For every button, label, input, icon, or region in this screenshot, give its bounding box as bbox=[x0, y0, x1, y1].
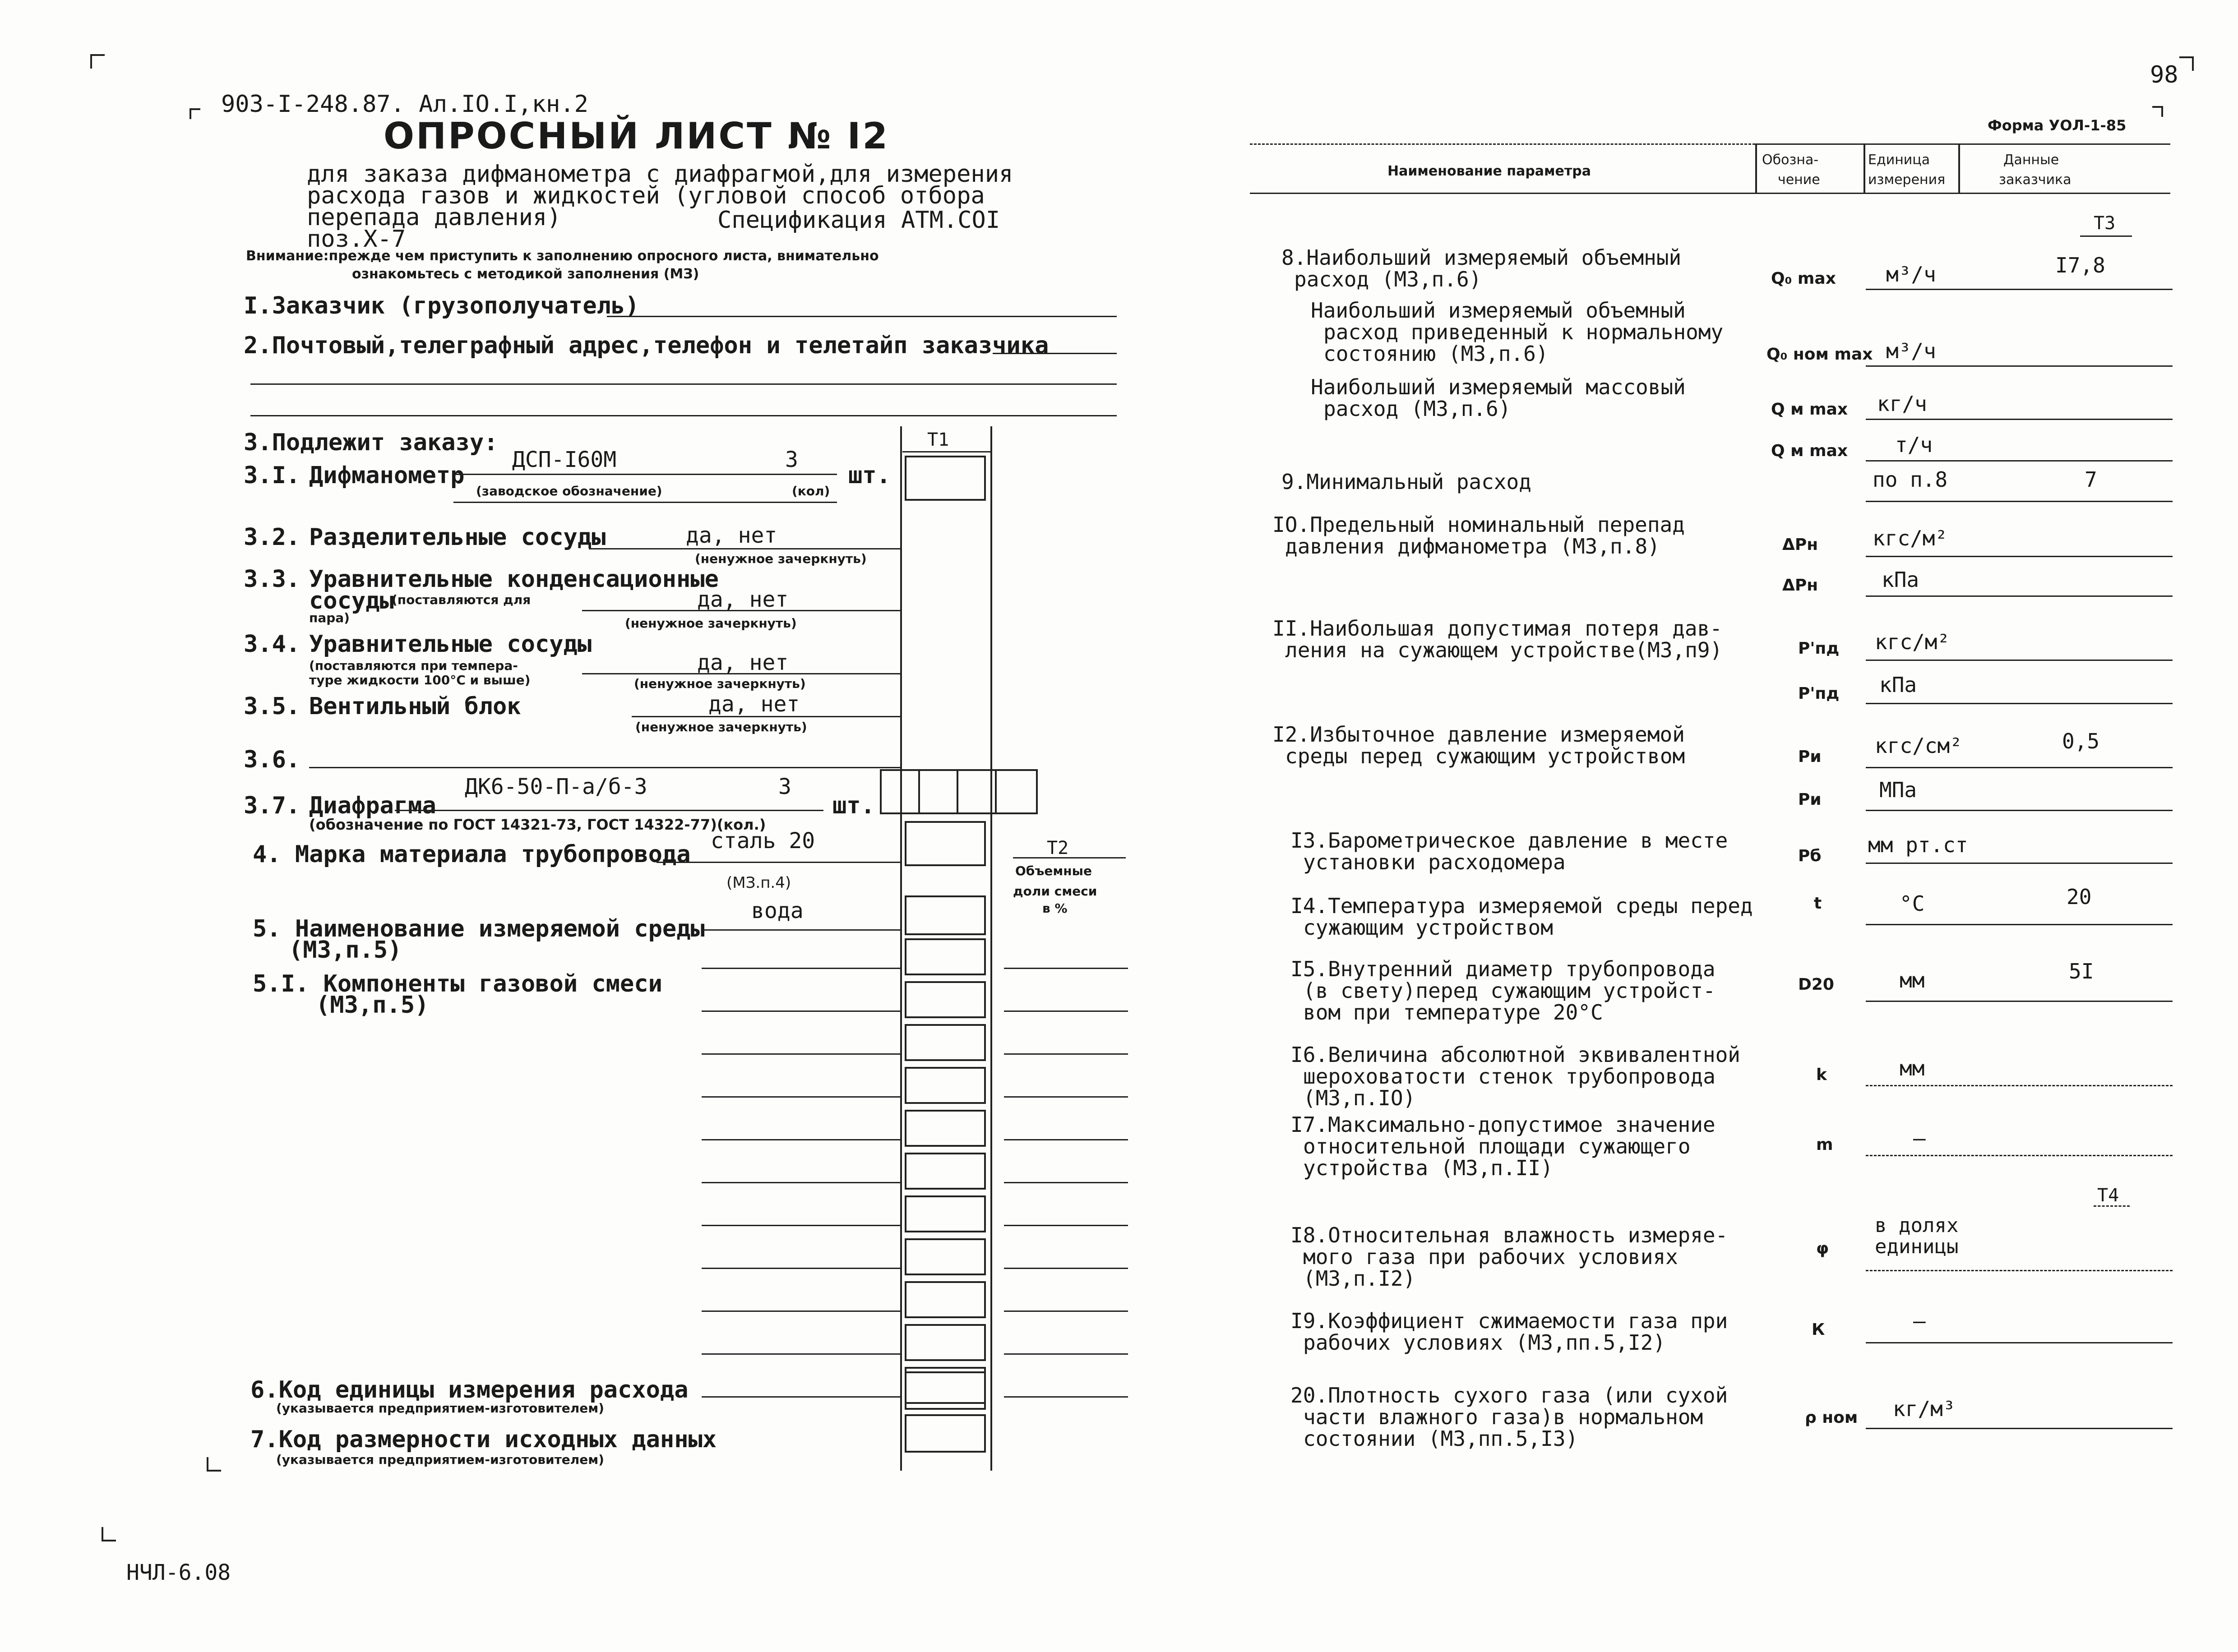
component-share-field[interactable] bbox=[1004, 1268, 1128, 1269]
value-r15_val[interactable]: 5I bbox=[2069, 959, 2094, 983]
item-7-note: (указывается предприятием-изготовителем) bbox=[276, 1452, 604, 1467]
unit-r10b_unit: кПа bbox=[1882, 568, 1919, 592]
param-r20-label: состоянии (МЗ,пп.5,I3) bbox=[1303, 1426, 1578, 1451]
item-3-2-number: 3.2. bbox=[244, 524, 301, 551]
component-share-field[interactable] bbox=[1004, 1311, 1128, 1312]
item-3-1-value[interactable]: ДСП-I60М bbox=[512, 447, 617, 472]
form-code: Форма УОЛ-1-85 bbox=[1988, 117, 2127, 134]
param-r12-label: I2.Избыточное давление измеряемой bbox=[1272, 722, 1685, 747]
item-6-note: (указывается предприятием-изготовителем) bbox=[276, 1401, 604, 1416]
item-3-4-field bbox=[582, 673, 900, 674]
crop-mark-top-right bbox=[2179, 56, 2194, 71]
col-header-symbol-2: чение bbox=[1778, 172, 1820, 188]
item-3-2-value[interactable]: да, нет bbox=[686, 523, 777, 548]
unit-r18-line-2: единицы bbox=[1875, 1235, 1959, 1258]
col-header-parameter: Наименование параметра bbox=[1387, 163, 1591, 179]
component-share-field[interactable] bbox=[1004, 1139, 1128, 1140]
param-r8-label: 8.Наибольший измеряемый объемный bbox=[1281, 245, 1682, 270]
param-r8c-label: расход (МЗ,п.6) bbox=[1323, 397, 1511, 421]
symbol-r20_sym: ρ ном bbox=[1805, 1408, 1858, 1427]
param-r19-label: I9.Коэффициент сжимаемости газа при bbox=[1290, 1309, 1728, 1333]
unit-r11_unit: кгс/м² bbox=[1875, 630, 1950, 654]
item-3-7-number: 3.7. bbox=[244, 792, 301, 819]
item-5-field bbox=[702, 929, 900, 931]
t2-note-line-3: в % bbox=[1042, 901, 1068, 916]
component-name-field[interactable] bbox=[702, 1011, 900, 1012]
component-code-box[interactable] bbox=[905, 1238, 986, 1275]
subtitle-line-2: расхода газов и жидкостей (угловой способ отбора bbox=[307, 182, 985, 209]
item-3-1-code-box[interactable] bbox=[905, 456, 986, 501]
symbol-r10_sym: ΔPн bbox=[1782, 535, 1818, 554]
component-code-box[interactable] bbox=[905, 1067, 986, 1104]
parameter-value-field[interactable] bbox=[1866, 1428, 2173, 1429]
crop-mark-top-left bbox=[90, 54, 105, 69]
component-share-field[interactable] bbox=[1004, 1096, 1128, 1098]
table-top-rule bbox=[1755, 143, 2170, 145]
symbol-r16_sym: k bbox=[1816, 1066, 1827, 1084]
address-label: 2.Почтовый,телеграфный адрес,телефон и телетайп заказчика bbox=[244, 332, 1049, 359]
t2-note-line-2: доли смеси bbox=[1013, 884, 1097, 899]
page-title: ОПРОСНЫЙ ЛИСТ № I2 bbox=[384, 115, 890, 157]
item-3-7-code-divider bbox=[918, 769, 920, 814]
specification: Спецификация АТМ.СОI bbox=[717, 207, 1000, 234]
unit-r12_unit: кгс/см² bbox=[1875, 734, 1962, 758]
param-r15-label: вом при температуре 20°С bbox=[1303, 1000, 1603, 1024]
param-r13-label: I3.Барометрическое давление в месте bbox=[1290, 828, 1728, 853]
symbol-r8d_sym: Q м max bbox=[1771, 442, 1848, 460]
parameter-value-field[interactable] bbox=[1866, 365, 2173, 367]
param-r10-label: давления дифманометра (МЗ,п.8) bbox=[1285, 534, 1660, 558]
component-share-field[interactable] bbox=[1004, 1053, 1128, 1055]
symbol-r18_sym: φ bbox=[1816, 1239, 1829, 1258]
col-header-symbol-1: Обозна- bbox=[1762, 152, 1819, 168]
parameter-value-field[interactable] bbox=[1866, 1270, 2173, 1271]
param-r13-label: установки расходомера bbox=[1303, 850, 1566, 874]
param-r19-label: рабочих условиях (МЗ,пп.5,I2) bbox=[1303, 1330, 1666, 1355]
unit-r8b_unit: м³/ч bbox=[1886, 339, 1936, 363]
item-3-3-note: (ненужное зачеркнуть) bbox=[625, 616, 797, 631]
col-header-data-2: заказчика bbox=[1999, 172, 2072, 188]
item-3-4-label: Уравнительные сосуды bbox=[309, 631, 592, 658]
component-name-field[interactable] bbox=[702, 968, 900, 969]
address-field[interactable] bbox=[993, 353, 1117, 354]
param-r16-label: I6.Величина абсолютной эквивалентной bbox=[1290, 1043, 1740, 1067]
param-r8b-label: Наибольший измеряемый объемный bbox=[1311, 298, 1686, 323]
item-5-ref: (МЗ,п.5) bbox=[289, 937, 402, 964]
symbol-r8b_sym: Q₀ ном max bbox=[1766, 345, 1873, 364]
t1-rule bbox=[902, 451, 990, 452]
param-r18-label: (МЗ,п.I2) bbox=[1303, 1266, 1416, 1291]
parameter-value-field[interactable] bbox=[1866, 419, 2173, 420]
symbol-r10b_sym: ΔPн bbox=[1782, 576, 1818, 595]
address-field-line[interactable] bbox=[250, 415, 1117, 416]
component-code-box[interactable] bbox=[905, 1195, 986, 1232]
param-r18-label: мого газа при рабочих условиях bbox=[1303, 1245, 1678, 1269]
unit-r10_unit: кгс/м² bbox=[1873, 526, 1948, 550]
table-header-rule bbox=[1250, 193, 2170, 194]
unit-r17_unit: – bbox=[1913, 1126, 1926, 1150]
component-name-field[interactable] bbox=[702, 1225, 900, 1226]
item-3-4-small: (поставляются при темпера- bbox=[309, 658, 518, 673]
item-3-4-small-2: туре жидкости 100°С и выше) bbox=[309, 673, 531, 688]
item-3-3-field bbox=[582, 610, 900, 611]
item-3-2-note: (ненужное зачеркнуть) bbox=[695, 551, 867, 566]
t4-rule bbox=[2094, 1205, 2130, 1207]
symbol-r14_sym: t bbox=[1814, 894, 1822, 913]
item-3-5-note: (ненужное зачеркнуть) bbox=[635, 720, 807, 734]
crop-mark bbox=[190, 108, 200, 119]
item-6-code-box[interactable] bbox=[905, 1371, 986, 1410]
item-7-code-box[interactable] bbox=[905, 1414, 986, 1453]
item-3-7-field bbox=[395, 810, 823, 811]
param-r16-label: (МЗ,п.IO) bbox=[1303, 1086, 1416, 1110]
unit-r8d_unit: т/ч bbox=[1895, 433, 1933, 457]
item-3-3-small: (поставляются для bbox=[392, 592, 531, 607]
t3-label: Т3 bbox=[2094, 213, 2116, 234]
item-4-ref: (МЗ.п.4) bbox=[726, 874, 791, 892]
item-3-7-code-box[interactable] bbox=[880, 769, 1038, 814]
item-3-7-value[interactable]: ДК6-50-П-а/б-3 bbox=[465, 774, 647, 799]
parameter-value-field[interactable] bbox=[1866, 767, 2173, 768]
table-top-rule bbox=[1250, 143, 1755, 145]
param-r20-label: 20.Плотность сухого газа (или сухой bbox=[1290, 1383, 1728, 1407]
column-divider bbox=[900, 426, 902, 1471]
item-4-field bbox=[657, 862, 900, 863]
component-code-box[interactable] bbox=[905, 1153, 986, 1190]
item-3-7-note: (обозначение по ГОСТ 14321-73, ГОСТ 14322-77)(кол.) bbox=[309, 816, 766, 833]
param-r10-label: IO.Предельный номинальный перепад bbox=[1272, 512, 1685, 537]
param-r17-label: устройства (МЗ,п.II) bbox=[1303, 1156, 1553, 1180]
item-3-6-field[interactable] bbox=[309, 767, 900, 768]
item-6-label: 6.Код единицы измерения расхода bbox=[250, 1376, 689, 1403]
item-3-4-value[interactable]: да, нет bbox=[697, 650, 789, 675]
symbol-r19_sym: К bbox=[1812, 1320, 1825, 1339]
component-name-field[interactable] bbox=[702, 1139, 900, 1140]
param-r8b-label: расход приведенный к нормальному bbox=[1323, 320, 1724, 344]
t2-rule bbox=[1013, 857, 1126, 858]
component-share-field[interactable] bbox=[1004, 1182, 1128, 1183]
order-heading: 3.Подлежит заказу: bbox=[244, 429, 498, 456]
item-3-6-number: 3.6. bbox=[244, 746, 301, 773]
param-r8-label: расход (МЗ,п.6) bbox=[1294, 267, 1482, 291]
component-code-box[interactable] bbox=[905, 1024, 986, 1061]
parameter-value-field[interactable] bbox=[1866, 501, 2173, 502]
value-r14_val[interactable]: 20 bbox=[2067, 885, 2092, 909]
col-header-data-1: Данные bbox=[2003, 152, 2059, 168]
component-code-box[interactable] bbox=[905, 1281, 986, 1318]
item-3-5-label: Вентильный блок bbox=[309, 693, 521, 720]
param-r12-label: среды перед сужающим устройством bbox=[1285, 744, 1685, 768]
item-3-1-field bbox=[453, 474, 837, 475]
item-3-5-field bbox=[632, 716, 900, 717]
item-3-1-qty-note: (кол) bbox=[792, 484, 830, 498]
component-name-field[interactable] bbox=[702, 1096, 900, 1098]
notice-line-2: ознакомьтесь с методикой заполнения (МЗ) bbox=[352, 266, 699, 282]
customer-label: I.Заказчик (грузополучатель) bbox=[244, 292, 639, 319]
item-4-label: 4. Марка материала трубопровода bbox=[253, 841, 691, 868]
item-3-3-label: Уравнительные конденсационные bbox=[309, 566, 719, 593]
crop-mark-bottom-left bbox=[102, 1527, 116, 1541]
param-r9-label: 9.Минимальный расход bbox=[1281, 470, 1531, 494]
crop-mark bbox=[207, 1457, 221, 1472]
item-4-value[interactable]: сталь 20 bbox=[711, 828, 815, 854]
item-3-7-unit: шт. bbox=[832, 792, 875, 819]
unit-r8c_unit: кг/ч bbox=[1877, 392, 1927, 416]
subtitle-line-3: перепада давления) bbox=[307, 204, 561, 231]
item-3-1-note: (заводское обозначение) bbox=[476, 484, 662, 498]
item-4-code-box[interactable] bbox=[905, 821, 986, 866]
table-header-divider bbox=[1863, 143, 1865, 194]
item-3-5-value[interactable]: да, нет bbox=[708, 692, 800, 717]
address-field-line[interactable] bbox=[250, 383, 1117, 385]
param-r17-label: относительной площади сужающего bbox=[1303, 1134, 1691, 1158]
component-name-field[interactable] bbox=[702, 1268, 900, 1269]
unit-r8_unit: м³/ч bbox=[1886, 262, 1936, 286]
param-r15-label: I5.Внутренний диаметр трубопровода bbox=[1290, 957, 1715, 981]
unit-r11b_unit: кПа bbox=[1879, 673, 1917, 697]
subtitle-line-1: для заказа дифманометра с диафрагмой,для измерения bbox=[307, 161, 1013, 188]
crop-mark bbox=[2152, 106, 2163, 117]
symbol-r8_sym: Q₀ max bbox=[1771, 269, 1836, 288]
item-3-1-unit: шт. bbox=[848, 462, 891, 489]
unit-r18-line-1: в долях bbox=[1875, 1214, 1959, 1237]
unit-r13_unit: мм рт.ст bbox=[1868, 833, 1968, 857]
component-name-field[interactable] bbox=[702, 1311, 900, 1312]
param-r15-label: (в свету)перед сужающим устройст- bbox=[1303, 978, 1715, 1003]
t4-label: Т4 bbox=[2097, 1185, 2119, 1206]
unit-r19_unit: – bbox=[1913, 1309, 1926, 1333]
component-share-field[interactable] bbox=[1004, 1353, 1128, 1355]
component-code-box[interactable] bbox=[905, 938, 986, 975]
parameter-value-field[interactable] bbox=[1866, 924, 2173, 925]
t3-rule bbox=[2080, 235, 2132, 237]
value-r8_val[interactable]: I7,8 bbox=[2055, 253, 2105, 277]
col-header-unit-1: Единица bbox=[1868, 152, 1930, 168]
symbol-r13_sym: Pб bbox=[1798, 847, 1822, 865]
param-r11-label: ления на сужающем устройстве(МЗ,п9) bbox=[1285, 638, 1723, 662]
item-3-4-number: 3.4. bbox=[244, 631, 301, 658]
component-code-box[interactable] bbox=[905, 981, 986, 1018]
parameter-value-field[interactable] bbox=[1866, 703, 2173, 704]
unit-r15_unit: мм bbox=[1900, 968, 1925, 992]
item-5-label: 5. Наименование измеряемой среды bbox=[253, 915, 705, 942]
component-name-field[interactable] bbox=[702, 1182, 900, 1183]
item-3-7-code-divider bbox=[995, 769, 997, 814]
parameter-value-field[interactable] bbox=[1866, 1001, 2173, 1002]
component-code-box[interactable] bbox=[905, 1324, 986, 1361]
item-5-value[interactable]: вода bbox=[751, 898, 804, 923]
item-3-1-label: Дифманометр bbox=[309, 462, 465, 489]
item-3-2-label: Разделительные сосуды bbox=[309, 524, 606, 551]
parameter-value-field[interactable] bbox=[1866, 1155, 2173, 1156]
item-3-1-rule bbox=[453, 502, 837, 503]
component-share-field[interactable] bbox=[1004, 1011, 1128, 1012]
value-r9_val[interactable]: 7 bbox=[2085, 467, 2097, 492]
symbol-r11_sym: P'пд bbox=[1798, 639, 1840, 658]
customer-field[interactable] bbox=[607, 316, 1117, 317]
parameter-value-field[interactable] bbox=[1866, 1085, 2173, 1086]
col-header-unit-2: измерения bbox=[1868, 172, 1946, 188]
page-number: 98 bbox=[2150, 61, 2178, 88]
item-3-1-qty[interactable]: 3 bbox=[785, 447, 798, 472]
symbol-r15_sym: D20 bbox=[1798, 975, 1834, 994]
symbol-r8c_sym: Q м max bbox=[1771, 400, 1848, 419]
footer-code: НЧЛ-6.08 bbox=[126, 1560, 231, 1585]
item-5-code-box[interactable] bbox=[905, 895, 986, 935]
parameter-value-field[interactable] bbox=[1866, 289, 2173, 290]
param-r18-label: I8.Относительная влажность измеряе- bbox=[1290, 1223, 1728, 1247]
component-share-field[interactable] bbox=[1004, 968, 1128, 969]
param-r16-label: шероховатости стенок трубопровода bbox=[1303, 1064, 1715, 1089]
unit-r20_unit: кг/м³ bbox=[1893, 1397, 1956, 1421]
unit-r9_unit: по п.8 bbox=[1873, 467, 1948, 492]
table-header-divider bbox=[1755, 143, 1757, 194]
item-7-label: 7.Код размерности исходных данных bbox=[250, 1426, 717, 1453]
component-code-box[interactable] bbox=[905, 1110, 986, 1147]
notice-line-1: Внимание:прежде чем приступить к заполнению опросного листа, внимательно bbox=[246, 248, 879, 264]
symbol-r12b_sym: Pи bbox=[1798, 790, 1822, 809]
unit-r12b_unit: МПа bbox=[1879, 778, 1917, 802]
t2-label: Т2 bbox=[1047, 838, 1069, 858]
item-5-1-label: 5.I. Компоненты газовой смеси bbox=[253, 970, 662, 997]
item-3-5-number: 3.5. bbox=[244, 693, 301, 720]
table-header-divider bbox=[1958, 143, 1960, 194]
t2-note-line-1: Объемные bbox=[1015, 863, 1092, 878]
component-share-field[interactable] bbox=[1004, 1225, 1128, 1226]
parameter-value-field[interactable] bbox=[1866, 810, 2173, 811]
doc-code: 903-I-248.87. Ал.IO.I,кн.2 bbox=[221, 91, 588, 118]
symbol-r17_sym: m bbox=[1816, 1135, 1833, 1154]
item-3-3-value[interactable]: да, нет bbox=[697, 587, 789, 612]
param-r11-label: II.Наибольшая допустимая потеря дав- bbox=[1272, 616, 1722, 641]
item-3-7-qty[interactable]: 3 bbox=[778, 774, 791, 799]
component-name-field[interactable] bbox=[702, 1396, 900, 1398]
column-divider bbox=[990, 426, 992, 1471]
param-r14-label: I4.Температура измеряемой среды перед bbox=[1290, 894, 1753, 918]
item-3-4-note: (ненужное зачеркнуть) bbox=[634, 676, 806, 691]
item-3-7-label: Диафрагма bbox=[309, 792, 436, 819]
unit-r16_unit: мм bbox=[1900, 1056, 1925, 1080]
component-name-field[interactable] bbox=[702, 1053, 900, 1055]
param-r14-label: сужающим устройством bbox=[1303, 915, 1553, 940]
parameter-value-field[interactable] bbox=[1866, 660, 2173, 661]
param-r17-label: I7.Максимально-допустимое значение bbox=[1290, 1112, 1715, 1137]
position: поз.Х-7 bbox=[307, 226, 406, 253]
component-name-field[interactable] bbox=[702, 1353, 900, 1355]
param-r8c-label: Наибольший измеряемый массовый bbox=[1311, 375, 1686, 399]
item-3-3-small-2: пара) bbox=[309, 610, 350, 625]
item-3-3-number: 3.3. bbox=[244, 566, 301, 593]
parameter-value-field[interactable] bbox=[1866, 863, 2173, 864]
value-r12_val[interactable]: 0,5 bbox=[2062, 729, 2100, 753]
parameter-value-field[interactable] bbox=[1866, 1342, 2173, 1343]
parameter-value-field[interactable] bbox=[1866, 595, 2173, 597]
unit-r14_unit: °С bbox=[1900, 891, 1925, 916]
param-r8b-label: состоянию (МЗ,п.6) bbox=[1323, 341, 1549, 366]
symbol-r11b_sym: P'пд bbox=[1798, 684, 1840, 703]
item-3-2-field bbox=[589, 548, 900, 549]
symbol-r12_sym: Pи bbox=[1798, 748, 1822, 766]
item-3-1-number: 3.I. bbox=[244, 462, 301, 489]
param-r20-label: части влажного газа)в нормальном bbox=[1303, 1405, 1703, 1429]
item-3-7-code-divider bbox=[957, 769, 958, 814]
item-3-3-label-2: сосуды bbox=[309, 587, 394, 614]
component-share-field[interactable] bbox=[1004, 1396, 1128, 1398]
item-5-1-ref: (МЗ,п.5) bbox=[316, 992, 429, 1019]
t1-label: Т1 bbox=[927, 429, 949, 450]
parameter-value-field[interactable] bbox=[1866, 556, 2173, 557]
parameter-value-field[interactable] bbox=[1866, 460, 2173, 461]
